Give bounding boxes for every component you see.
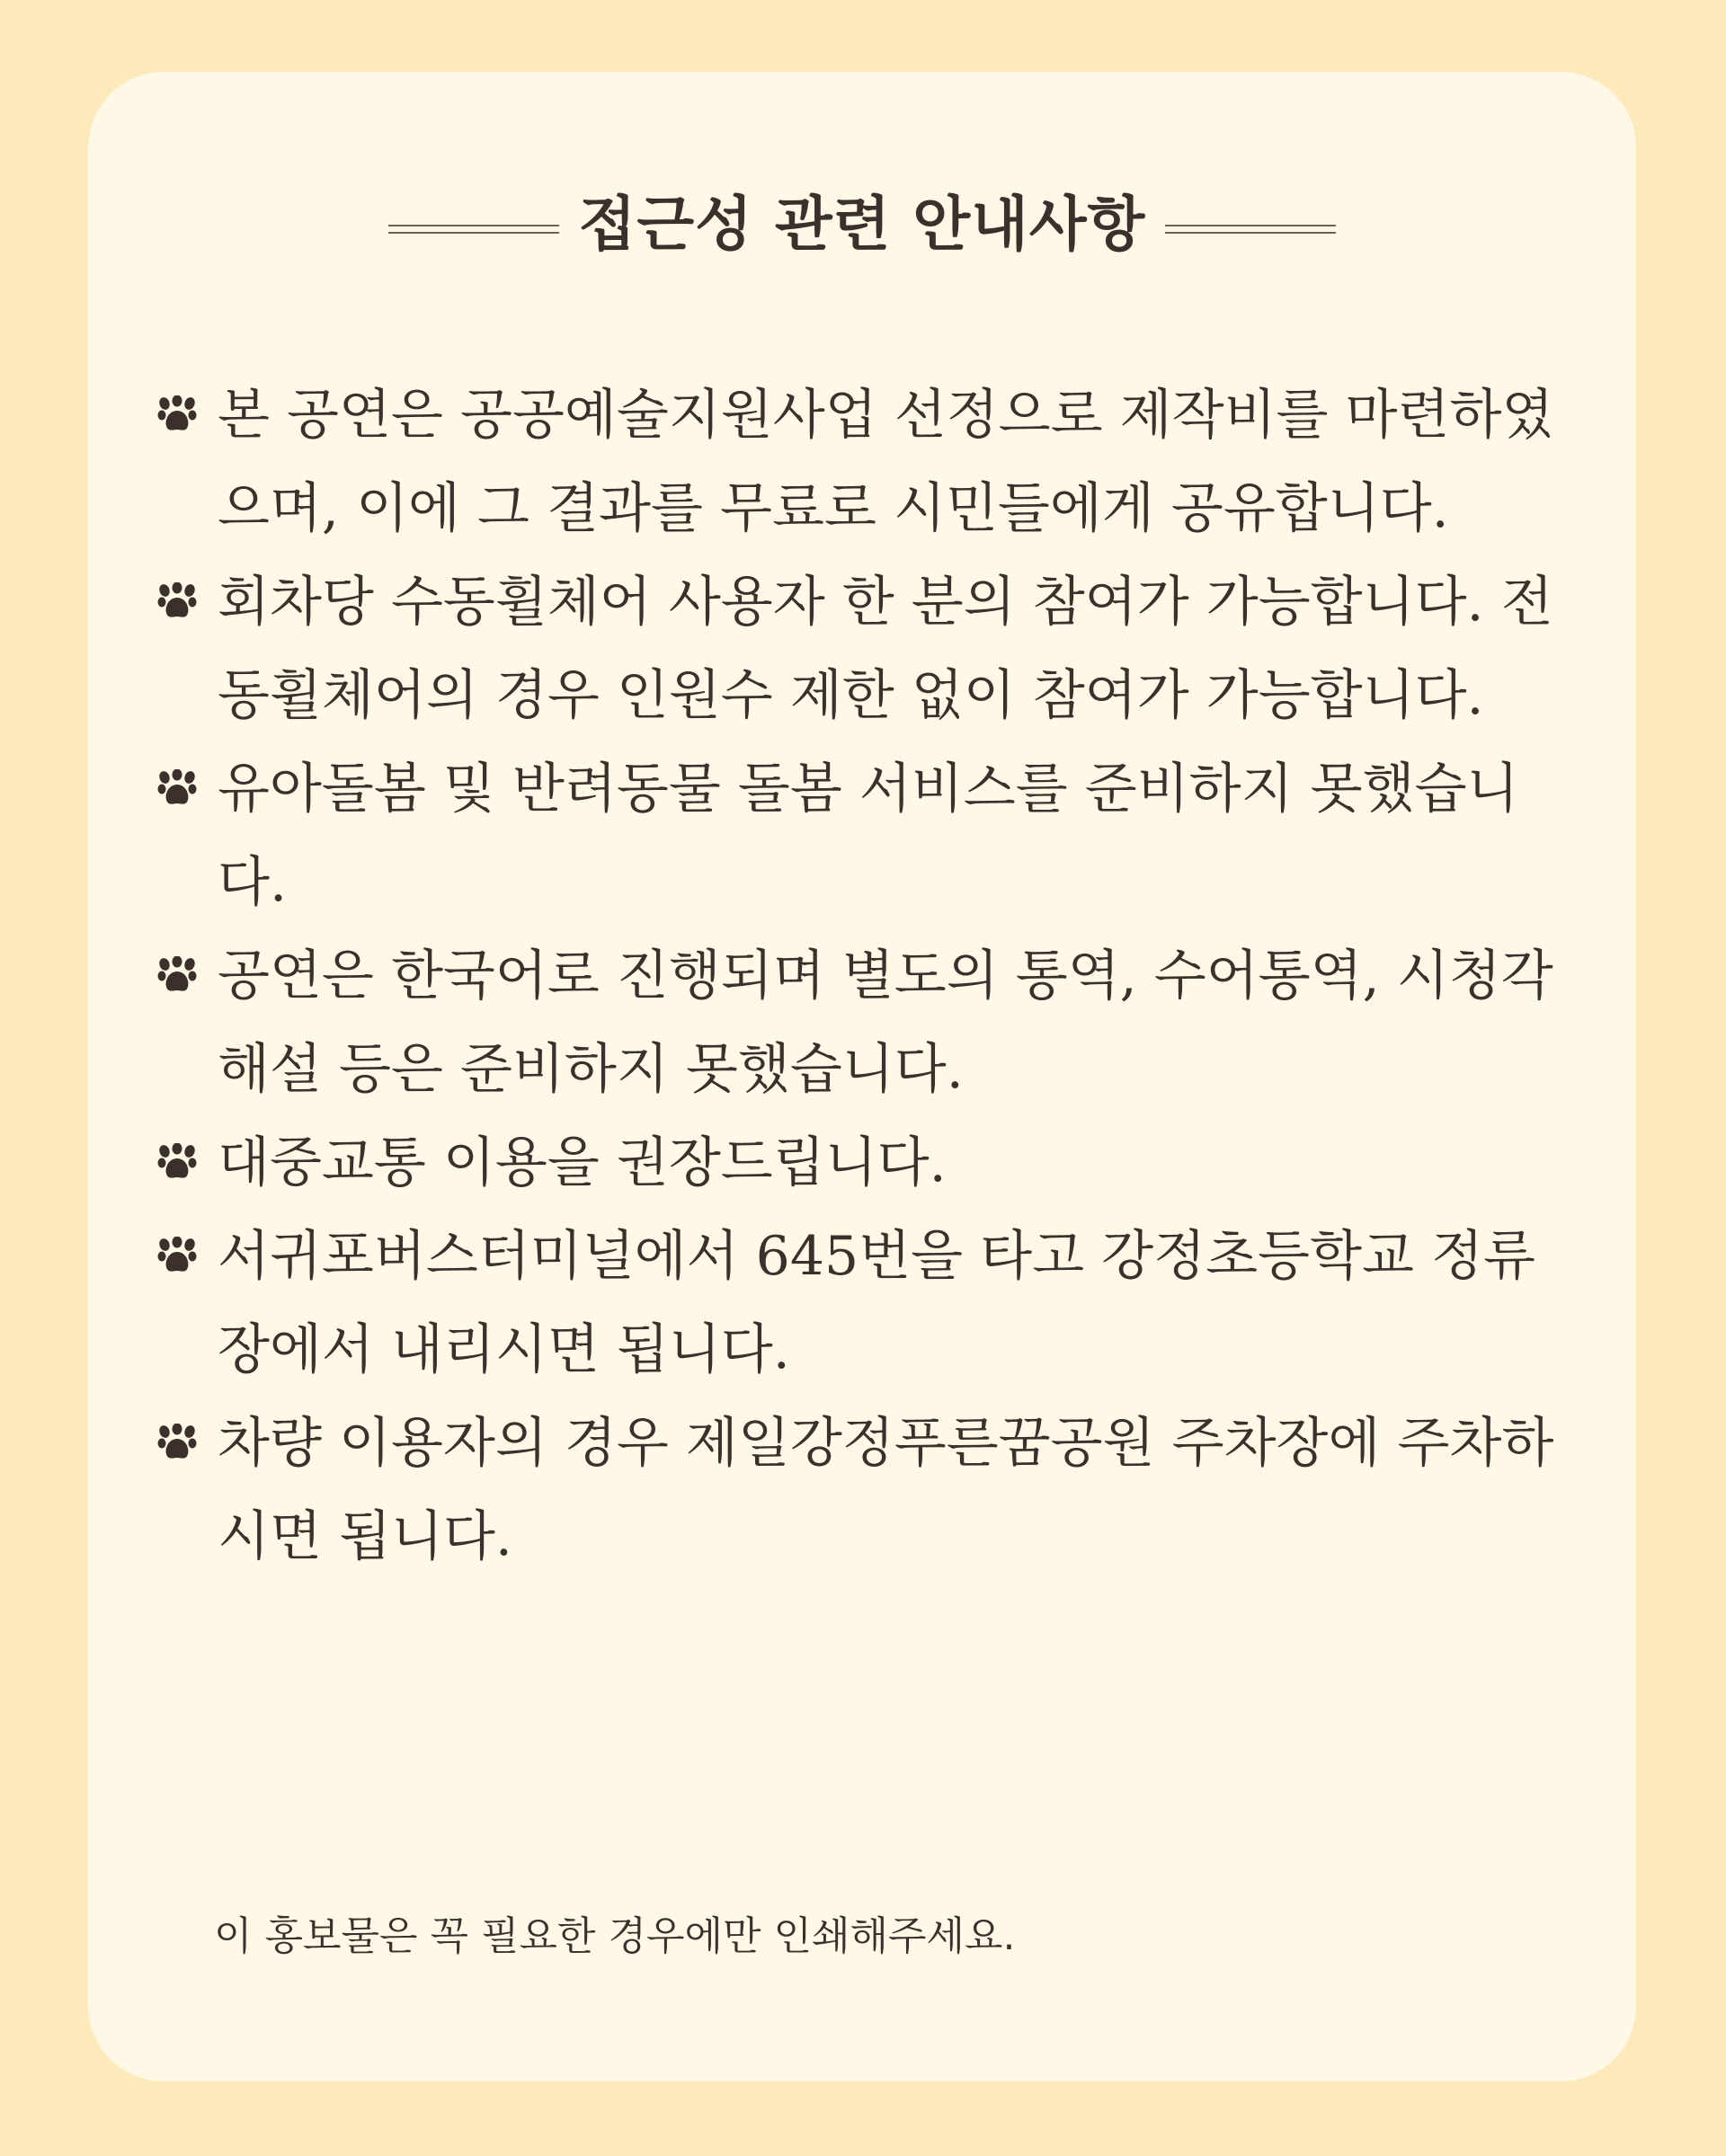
footer-note: 이 홍보물은 꼭 필요한 경우에만 인쇄해주세요. — [214, 1913, 1016, 1959]
notice-text: 서귀포버스터미널에서 645번을 타고 강정초등학교 정류장에서 내리시면 됩니다. — [218, 1225, 1535, 1381]
notice-item-language — [151, 929, 1571, 1116]
notice-item-transit — [151, 1116, 1571, 1210]
notice-item-bus — [151, 1210, 1571, 1397]
paw-print-icon — [156, 1143, 198, 1183]
notice-text: 유아돌봄 및 반려동물 돌봄 서비스를 준비하지 못했습니다. — [218, 758, 1519, 914]
notice-item-funding — [151, 368, 1571, 555]
title-decoration-right — [1165, 225, 1336, 234]
page-title: 접근성 관련 안내사항 — [578, 190, 1146, 259]
notice-text: 회차당 수동휠체어 사용자 한 분의 참여가 가능합니다. 전동휠체어의 경우 인원수 제한 없이 참여가 가능합니다. — [218, 571, 1553, 727]
notice-card — [88, 72, 1636, 2081]
paw-print-icon — [156, 395, 198, 435]
notice-text: 본 공연은 공공예술지원사업 선정으로 제작비를 마련하였으며, 이에 그 결과를 무료로 시민들에게 공유합니다. — [218, 384, 1554, 540]
notice-item-parking — [151, 1397, 1571, 1584]
paw-print-icon — [156, 1237, 198, 1276]
paw-print-icon — [156, 582, 198, 622]
notice-item-wheelchair — [151, 555, 1571, 742]
paw-print-icon — [156, 769, 198, 809]
title-decoration-left — [388, 225, 559, 234]
paw-print-icon — [156, 1424, 198, 1463]
notice-list — [151, 368, 1589, 1584]
notice-text: 차량 이용자의 경우 제일강정푸른꿈공원 주차장에 주차하시면 됩니다. — [218, 1412, 1554, 1568]
paw-print-icon — [156, 956, 198, 996]
title-row — [88, 175, 1636, 274]
notice-item-care — [151, 742, 1571, 929]
notice-text: 공연은 한국어로 진행되며 별도의 통역, 수어통역, 시청각해설 등은 준비하지 못했습니다. — [218, 945, 1553, 1101]
notice-text: 대중교통 이용을 권장드립니다. — [218, 1131, 947, 1194]
